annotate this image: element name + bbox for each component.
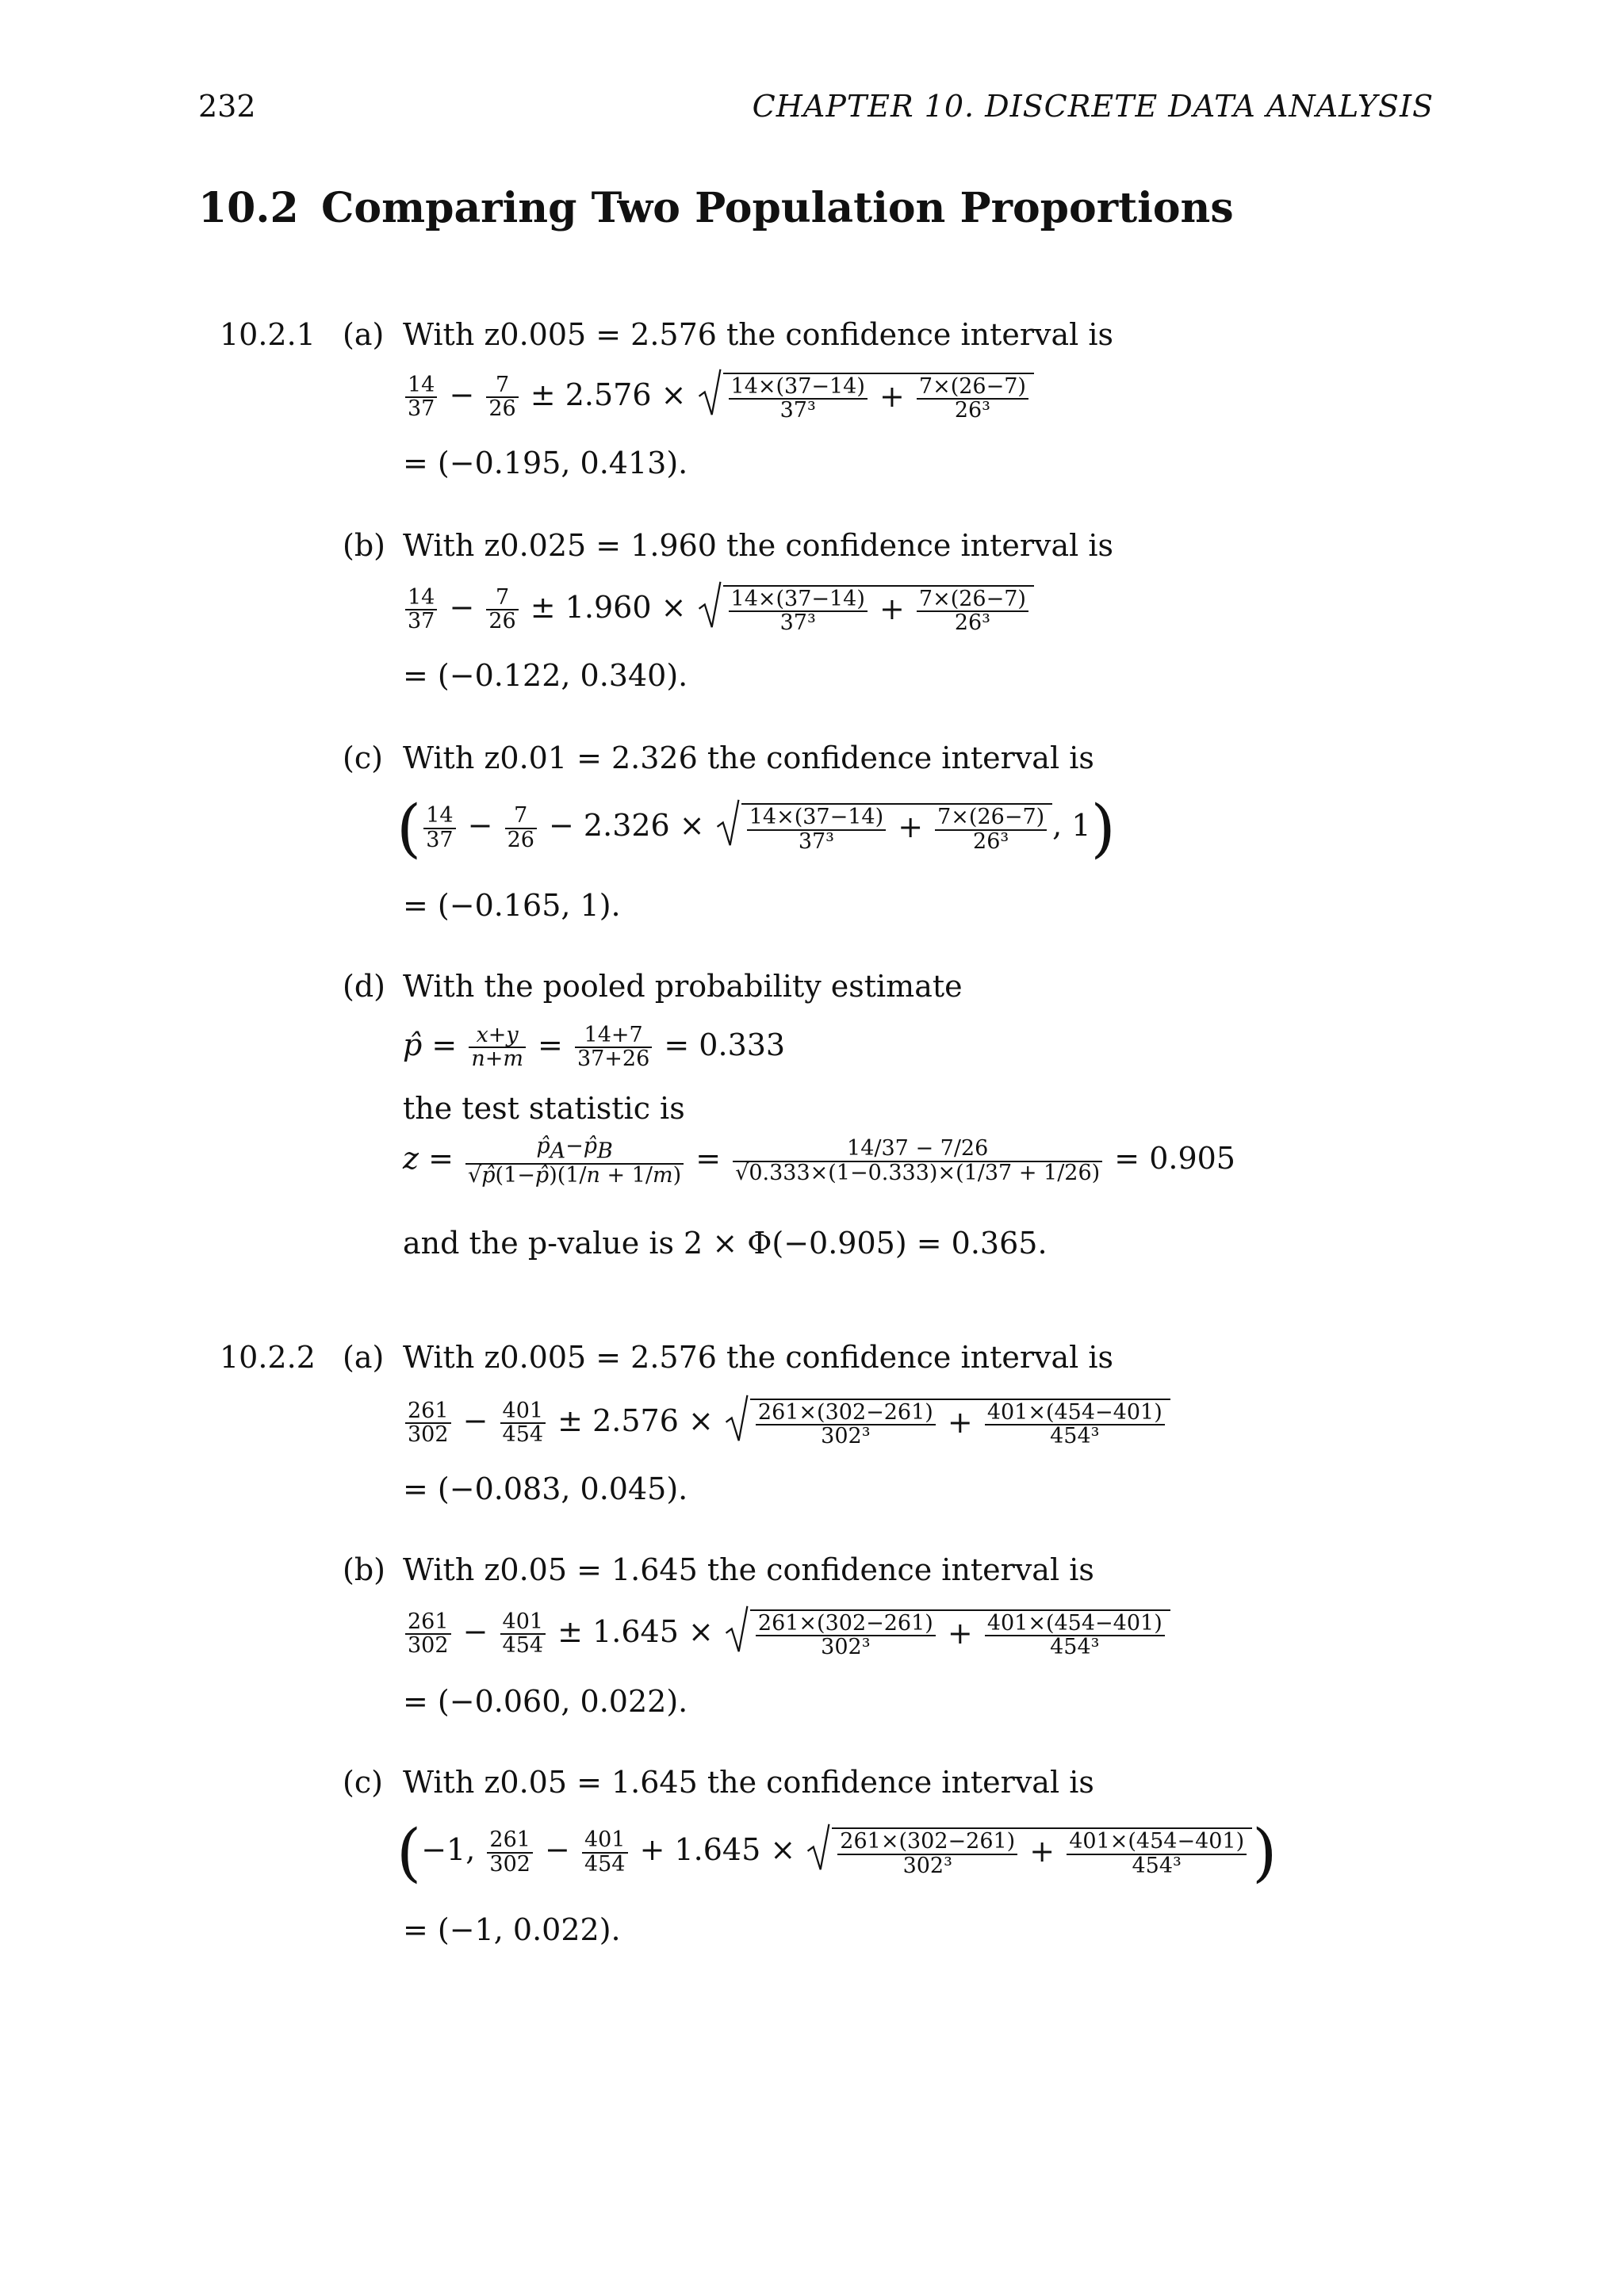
part-text: With z0.05 = 1.645 the confidence interval is: [403, 1552, 1094, 1587]
part-text: With z0.005 = 2.576 the confidence interval is: [403, 317, 1114, 352]
running-head: CHAPTER 10. DISCRETE DATA ANALYSIS: [752, 89, 1434, 124]
ci-result: = (−0.165, 1).: [403, 888, 621, 923]
ci-formula: ( $\frac{14}{37}$ − $\frac{7}{26}$ − 2.326 × $\frac{14\times(37-14)}{\text{37³}}$ + $\frac{7\times(26-7)}{\text{26³}}$ , 1): [396, 791, 1116, 865]
part-label: (b): [343, 528, 385, 563]
ci-formula: $\frac{261}{302}$ − $\frac{401}{454}$ ± 2.576 × $\frac{261\times(302-261)}{\text{302³}}$ + $\frac{401\times(454-401)}{\text{454³}}$: [403, 1399, 1170, 1448]
section-title: Comparing Two Population Proportions: [321, 184, 1234, 232]
p-value-text: and the p-value is 2 × Φ(−0.905) = 0.365.: [403, 1226, 1048, 1261]
ci-formula: $\frac{14}{37}$ − $\frac{7}{26}$ ± 2.576 × $\frac{14\times(37-14)}{\text{37³}}$ + $\frac{7\times(26-7)}{\text{26³}}$: [403, 373, 1034, 423]
part-text: With z0.05 = 1.645 the confidence interval is: [403, 1765, 1094, 1800]
part-label: (c): [343, 1765, 383, 1800]
part-text: With the pooled probability estimate: [403, 969, 963, 1004]
ci-formula: $\frac{14}{37}$ − $\frac{7}{26}$ ± 1.960 × $\frac{14\times(37-14)}{\text{37³}}$ + $\frac{7\times(26-7)}{\text{26³}}$: [403, 585, 1034, 635]
ci-result: = (−0.083, 0.045).: [403, 1471, 688, 1506]
section-heading: [198, 184, 1234, 232]
pooled-estimate-value: = 0.333: [664, 1027, 786, 1062]
part-label: (b): [343, 1552, 385, 1587]
part-text: With z0.01 = 2.326 the confidence interval is: [403, 740, 1094, 775]
part-label: (d): [343, 969, 385, 1004]
pooled-estimate-formula: p̂ = $\frac{x+y}{n+m}$ = $\frac{14+7}{37+26}$ = 0.333: [403, 1023, 786, 1072]
exercise-number: 10.2.2: [220, 1340, 316, 1375]
test-statistic-value: = 0.905: [1114, 1141, 1235, 1177]
test-statistic-formula: z = $\frac{p̂_A-p̂_B}{√p̂(1-p̂)(1/n + 1/m)}$ = $\frac{14/37 - 7/26}{√0.333\times(1-0.333)\times(1/37 + 1/26)}$ = 0.905: [403, 1134, 1235, 1188]
page-number: 232: [198, 89, 256, 124]
ci-result: = (−0.195, 0.413).: [403, 446, 688, 480]
ci-result: = (−1, 0.022).: [403, 1912, 621, 1947]
part-label: (a): [343, 1340, 385, 1375]
exercise-number: 10.2.1: [220, 317, 316, 352]
ci-result: = (−0.060, 0.022).: [403, 1684, 688, 1719]
part-label: (c): [343, 740, 383, 775]
part-text: With z0.025 = 1.960 the confidence interval is: [403, 528, 1114, 563]
part-text: With z0.005 = 2.576 the confidence interval is: [403, 1340, 1114, 1375]
part-label: (a): [343, 317, 385, 352]
ci-formula: (−1, $\frac{261}{302}$ − $\frac{401}{454}$ + 1.645 × $\frac{261\times(302-261)}{\text{302³}}$ + $\frac{401\times(454-401)}{\text{454³}}$ ): [396, 1816, 1277, 1889]
section-number: 10.2: [198, 184, 299, 232]
ci-formula: $\frac{261}{302}$ − $\frac{401}{454}$ ± 1.645 × $\frac{261\times(302-261)}{\text{302³}}$ + $\frac{401\times(454-401)}{\text{454³}}$: [403, 1609, 1170, 1659]
part-text: the test statistic is: [403, 1091, 685, 1126]
ci-result: = (−0.122, 0.340).: [403, 658, 688, 693]
